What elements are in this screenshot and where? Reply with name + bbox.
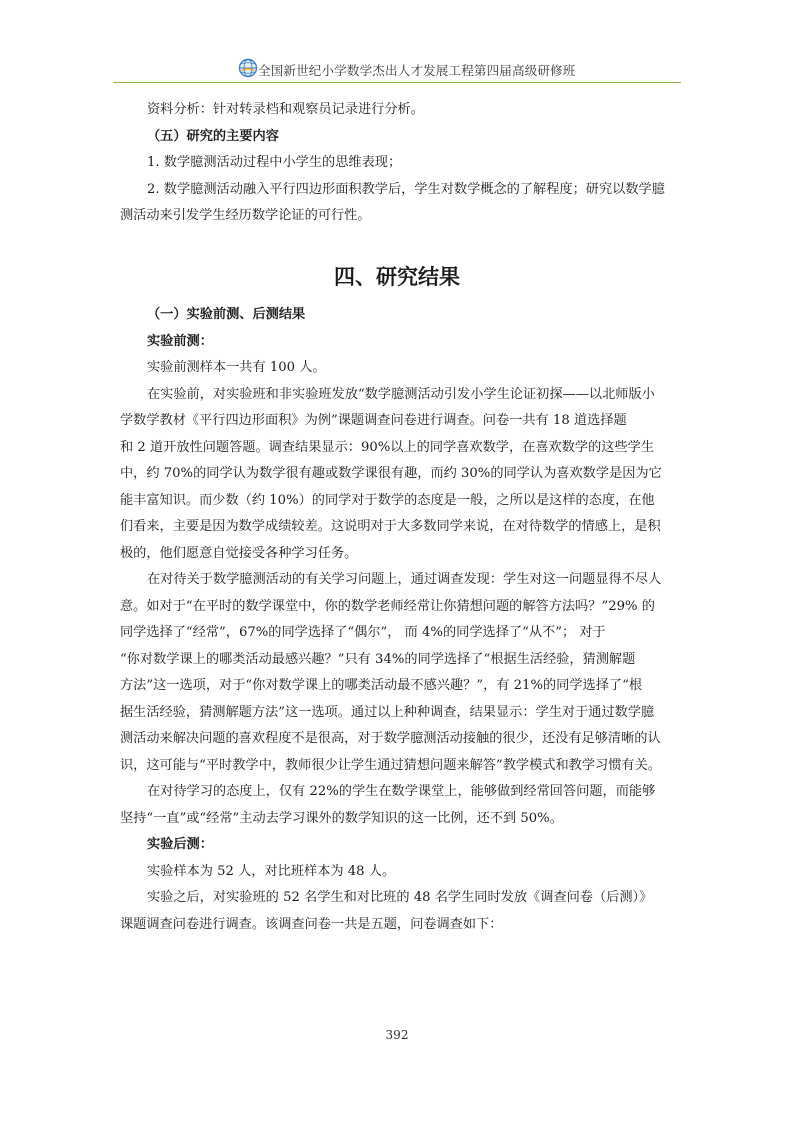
paragraph-line: 方法”这一选项，对于“你对数学课上的哪类活动最不感兴趣？”，有 21%的同学选择了“根 (120, 678, 643, 693)
paragraph-line: 实验之后，对实验班的 52 名学生和对比班的 48 名学生同时发放《调查问卷（后测）》 (147, 890, 653, 905)
top-section (120, 97, 680, 230)
pretest-label: 实验前测： (147, 333, 213, 349)
posttest-sample: 实验样本为 52 人，对比班样本为 48 人。 (147, 863, 396, 879)
paragraph-line: 课题调查问卷进行调查。该调查问卷一共是五题，问卷调查如下： (120, 916, 503, 932)
paragraph-line: “你对数学课上的哪类活动最感兴趣？”只有 34%的同学选择了“根据生活经验，猜测解题 (120, 651, 636, 667)
paragraph-line: 学数学教材《平行四边形面积》为例”课题调查问卷进行调查。问卷一共有 18 道选择题 (120, 413, 627, 428)
paragraph-line: 能丰富知识。而少数（约 10%）的同学对于数学的态度是一般，之所以是这样的态度，在他 (120, 492, 655, 508)
paragraph-line: 意。如对于“在平时的数学课堂中，你的数学老师经常让你猜想问题的解答方法吗？”29% 的 (120, 598, 655, 614)
paragraph-line: 识，这可能与“平时教学中，教师很少让学生通过猜想问题来解答”教学模式和教学习惯有关。 (120, 757, 661, 773)
paragraph-line: 极的，他们愿意自觉接受各种学习任务。 (120, 545, 358, 561)
pretest-sample: 实验前测样本一共有 100 人。 (147, 360, 326, 375)
paragraph-line: 在对待关于数学臆测活动的有关学习问题上，通过调查发现：学生对这一问题显得不尽人 (147, 572, 662, 587)
paragraph-line: 们看来，主要是因为数学成绩较差。这说明对于大多数同学来说，在对待数学的情感上，是积 (120, 519, 661, 534)
results-section (120, 302, 680, 938)
paragraph-line: 同学选择了“经常”，67%的同学选择了“偶尔”， 而 4%的同学选择了“从不”； 对于 (120, 625, 606, 640)
content-item-2: 2. 数学臆测活动融入平行四边形面积教学后，学生对数学概念的了解程度；研究以数学臆 (147, 181, 665, 197)
paragraph-line: 和 2 道开放性问题答题。调查结果显示：90%以上的同学喜欢数学，在喜欢数学的这些学生 (120, 439, 655, 455)
results-subheading: （一）实验前测、后测结果 (147, 307, 306, 322)
content-item-1: 1. 数学臆测活动过程中小学生的思维表现； (147, 155, 402, 170)
page-header (113, 58, 681, 84)
header-title: 全国新世纪小学数学杰出人才发展工程第四届高级研修班 (258, 63, 576, 78)
paragraph-line: 据生活经验，猜测解题方法”这一选项。通过以上种种调查，结果显示：学生对于通过数学臆 (120, 704, 655, 720)
content-item-2-cont: 测活动来引发学生经历数学论证的可行性。 (120, 208, 371, 223)
data-analysis-line: 资料分析：针对转录档和观察员记录进行分析。 (147, 102, 424, 117)
posttest-label: 实验后测： (147, 837, 213, 852)
section-heading: 四、研究结果 (334, 265, 460, 289)
paragraph-line: 坚持“一直”或“经常”主动去学习课外的数学知识的这一比例，还不到 50%。 (120, 810, 563, 826)
paragraph-line: 测活动来解决问题的喜欢程度不是很高，对于数学臆测活动接触的很少，还没有足够清晰的认 (120, 731, 661, 746)
paragraph-line: 中，约 70%的同学认为数学很有趣或数学课很有趣，而约 30%的同学认为喜欢数学是因为它 (120, 466, 662, 481)
subheading-main-content: （五）研究的主要内容 (147, 128, 279, 144)
paragraph-line: 在对待学习的态度上，仅有 22%的学生在数学课堂上，能够做到经常回答问题，而能够 (147, 784, 656, 799)
header-divider (113, 82, 681, 83)
paragraph-line: 在实验前，对实验班和非实验班发放“数学臆测活动引发小学生论证初探——以北师版小 (147, 386, 655, 402)
globe-logo-icon (238, 58, 258, 78)
page-number: 392 (385, 1028, 409, 1042)
